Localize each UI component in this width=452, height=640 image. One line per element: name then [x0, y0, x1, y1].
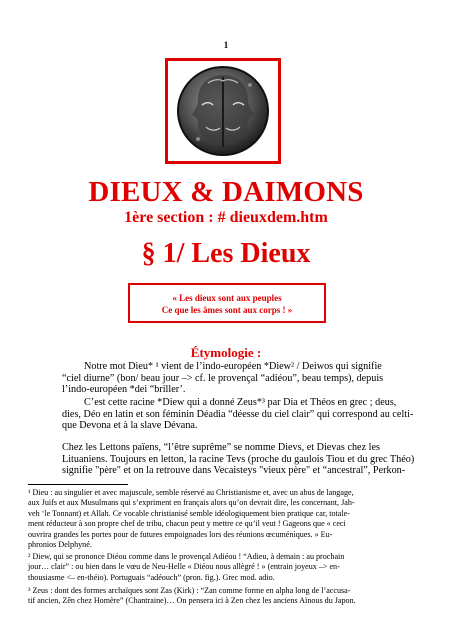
coin-image-frame	[165, 58, 281, 164]
paragraph-line: “ciel diurne” (bon/ beau jour –> cf. le provençal “adiéou”, beau temps), depuis	[62, 372, 384, 384]
quote-line: « Les dieux sont aux peuples	[172, 293, 282, 303]
paragraph-line: Lituaniens. Toujours en letton, la racine Tevs (proche du gaulois Tiou et du grec Théo)	[62, 453, 415, 465]
paragraph-line: signifie "père" et on la retrouve dans Vecaisteys "vieux père" et “ancestral”, Perkon-	[62, 465, 406, 477]
paragraph-line: l’indo-européen *dei “briller’.	[62, 384, 186, 396]
footnote-line: ¹ Dieu : au singulier et avec majuscule, semble réservé au Christianisme et, avec un abus de langage,	[28, 488, 354, 497]
footnote-line: tif ancien, Zên chez Homère” (Chantraine)… On pensera ici à Zen chez les anciens Aïnous du Japon.	[28, 596, 356, 606]
janus-coin-image	[168, 61, 278, 161]
paragraph	[62, 442, 415, 477]
paragraph-line: Notre mot Dieu* ¹ vient de l’indo-européen *Diew² / Deiwos qui signifie	[84, 361, 382, 372]
footnote-line: ment réducteur à son propre chef de tribu, chacun peut y mettre ce qu’il veut ! Gageons que « ceci	[28, 519, 346, 529]
footnote-line: veh ‘le Tonnant) et Allah. Ce vocable christianisé semble idéologiquement bien pratique car, totale-	[28, 508, 350, 518]
footnote-line: ³ Zeus : dont des formes archaïques sont Zas (Kirk) : “Zan comme forme en alpha long de l’accusa-	[28, 586, 351, 595]
paragraph-line: Chez les Lettons païens, “l’être suprême” se nomme Dievs, et Dievas chez les	[62, 442, 380, 453]
section-heading: § 1/ Les Dieux	[141, 238, 311, 269]
footnote-2	[28, 552, 407, 583]
footnote-line: aux Juifs et aux Musulmans qui s’expriment en français alors qu’on devrait dire, les concernant, Jah-	[28, 498, 355, 508]
paragraph	[62, 361, 409, 396]
paragraph-line: que Devona et à la slave Dévana.	[62, 420, 198, 432]
footnote-line: phronios Delphyné.	[28, 540, 92, 550]
etymology-heading: Étymologie :	[190, 345, 262, 360]
paragraph-line: C’est cette racine *Diew qui a donné Zeus*³ par Dia et Théos en grec ; deus,	[84, 397, 397, 408]
paragraph-line: dies, Déo en latin et son féminin Déadia “déesse du ciel clair” qui correspond au celti-	[62, 408, 414, 420]
footnote-line: thousiasme <– en-théio). Portuguais “adéouch” (pron. fig.). Grec mod. adio.	[28, 572, 275, 582]
footnote-3	[28, 586, 407, 607]
quote-line: Ce que les âmes sont aux corps ! »	[161, 305, 293, 315]
footnote-separator	[28, 484, 128, 485]
quote-box	[128, 283, 326, 323]
footnote-line: jour… clair” : ou bien dans le vœu de Neu-Helle « Diéou nous allègré ! » (entrain joyeux –> en-	[28, 562, 340, 572]
page-number: 1	[223, 40, 229, 50]
footnote-1	[28, 488, 407, 550]
document-title: DIEUX & DAIMONS	[88, 176, 364, 208]
paragraph	[62, 397, 414, 432]
footnote-line: ouvrira grandes les portes pour de futures empoignades lors des réunions œcuménìques. » Eu-	[28, 529, 333, 539]
footnote-line: ² Diew, qui se prononce Diéou comme dans le provençal Adiéou ! “Adieu, à demain : au prochain	[28, 552, 345, 561]
document-subtitle: 1ère section : # dieuxdem.htm	[124, 209, 328, 226]
